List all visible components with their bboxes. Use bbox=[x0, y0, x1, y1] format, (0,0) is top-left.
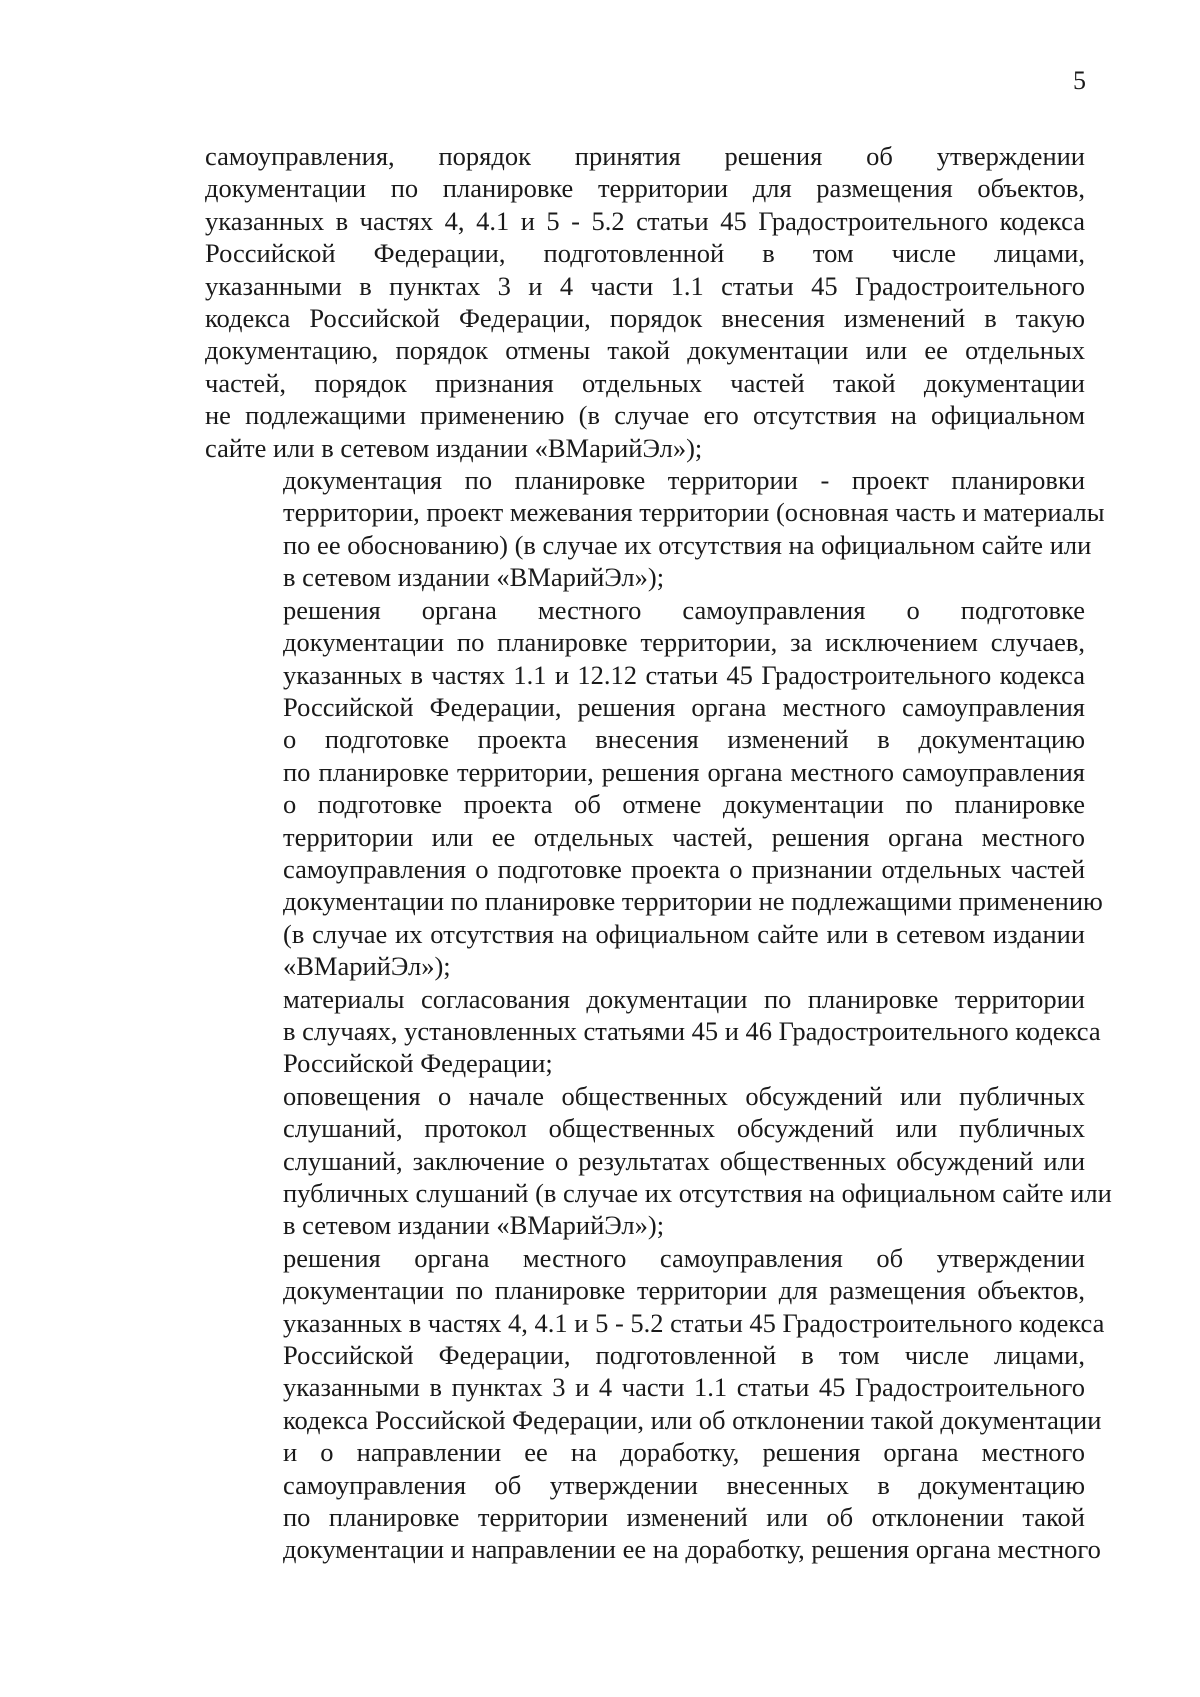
paragraph bbox=[205, 140, 1085, 464]
text-line: «ВМарийЭл»); bbox=[283, 951, 451, 982]
text-line: и о направлении ее на доработку, решения органа местного bbox=[283, 1437, 1085, 1468]
text-line: публичных слушаний (в случае их отсутствия на официальном сайте или bbox=[283, 1178, 1112, 1208]
text-line: самоуправления, порядок принятия решения об утверждении bbox=[205, 141, 1085, 171]
text-line: документации по планировке территории, за исключением случаев, bbox=[283, 627, 1085, 658]
paragraph bbox=[205, 594, 1103, 983]
text-line: материалы согласования документации по планировке территории bbox=[283, 983, 1085, 1014]
text-line: оповещения о начале общественных обсуждений или публичных bbox=[283, 1080, 1085, 1111]
text-line: указанными в пунктах 3 и 4 части 1.1 статьи 45 Градостроительного bbox=[205, 270, 1085, 301]
text-line: Российской Федерации; bbox=[283, 1048, 553, 1079]
text-line: не подлежащими применению (в случае его отсутствия на официальном bbox=[205, 400, 1085, 431]
page-number: 5 bbox=[1073, 66, 1086, 95]
text-line: Российской Федерации, решения органа местного самоуправления bbox=[283, 691, 1085, 722]
text-line: документации по планировке территории для размещения объектов, bbox=[205, 173, 1085, 204]
text-line: самоуправления о подготовке проекта о признании отдельных частей bbox=[283, 853, 1085, 884]
text-line: документации по планировке территории не подлежащими применению bbox=[283, 886, 1103, 917]
text-line: в сетевом издании «ВМарийЭл»); bbox=[283, 1210, 665, 1241]
text-line: по планировке территории, решения органа местного самоуправления bbox=[283, 756, 1085, 787]
text-line: документацию, порядок отмены такой документации или ее отдельных bbox=[205, 335, 1085, 366]
text-line: о подготовке проекта об отмене документации по планировке bbox=[283, 789, 1085, 820]
text-line: решения органа местного самоуправления о подготовке bbox=[283, 594, 1085, 625]
body-text bbox=[205, 140, 1112, 1566]
text-line: (в случае их отсутствия на официальном сайте или в сетевом издании bbox=[283, 918, 1085, 949]
text-line: по планировке территории изменений или об отклонении такой bbox=[283, 1502, 1085, 1533]
text-line: решения органа местного самоуправления об утверждении bbox=[283, 1242, 1085, 1273]
text-line: кодекса Российской Федерации, или об отклонении такой документации bbox=[283, 1404, 1102, 1435]
text-line: частей, порядок признания отдельных частей такой документации bbox=[205, 367, 1085, 398]
text-line: слушаний, заключение о результатах общественных обсуждений или bbox=[283, 1145, 1085, 1176]
text-line: сайте или в сетевом издании «ВМарийЭл»); bbox=[205, 432, 703, 463]
text-line: в случаях, установленных статьями 45 и 46 Градостроительного кодекса bbox=[283, 1015, 1101, 1046]
text-line: слушаний, протокол общественных обсуждений или публичных bbox=[283, 1113, 1085, 1144]
text-line: по ее обоснованию) (в случае их отсутствия на официальном сайте или bbox=[283, 529, 1092, 560]
paragraph bbox=[205, 1242, 1105, 1566]
text-line: о подготовке проекта внесения изменений в документацию bbox=[283, 724, 1085, 755]
text-line: территории, проект межевания территории (основная часть и материалы bbox=[283, 497, 1105, 528]
text-line: кодекса Российской Федерации, порядок внесения изменений в такую bbox=[205, 303, 1085, 334]
paragraph bbox=[205, 464, 1105, 594]
text-line: указанными в пунктах 3 и 4 части 1.1 статьи 45 Градостроительного bbox=[283, 1372, 1085, 1403]
text-line: указанных в частях 1.1 и 12.12 статьи 45 Градостроительного кодекса bbox=[283, 659, 1085, 690]
text-line: самоуправления об утверждении внесенных в документацию bbox=[283, 1469, 1085, 1500]
text-line: Российской Федерации, подготовленной в том числе лицами, bbox=[283, 1340, 1085, 1371]
paragraph bbox=[205, 1080, 1112, 1242]
text-line: указанных в частях 4, 4.1 и 5 - 5.2 статьи 45 Градостроительного кодекса bbox=[283, 1307, 1105, 1338]
text-line: территории или ее отдельных частей, решения органа местного bbox=[283, 821, 1085, 852]
paragraph bbox=[205, 983, 1101, 1080]
text-line: указанных в частях 4, 4.1 и 5 - 5.2 статьи 45 Градостроительного кодекса bbox=[205, 205, 1085, 236]
text-line: в сетевом издании «ВМарийЭл»); bbox=[283, 562, 665, 593]
text-line: документации и направлении ее на доработку, решения органа местного bbox=[283, 1534, 1101, 1565]
text-line: документация по планировке территории - проект планировки bbox=[283, 465, 1085, 496]
text-line: документации по планировке территории для размещения объектов, bbox=[283, 1275, 1085, 1306]
text-line: Российской Федерации, подготовленной в том числе лицами, bbox=[205, 238, 1085, 269]
